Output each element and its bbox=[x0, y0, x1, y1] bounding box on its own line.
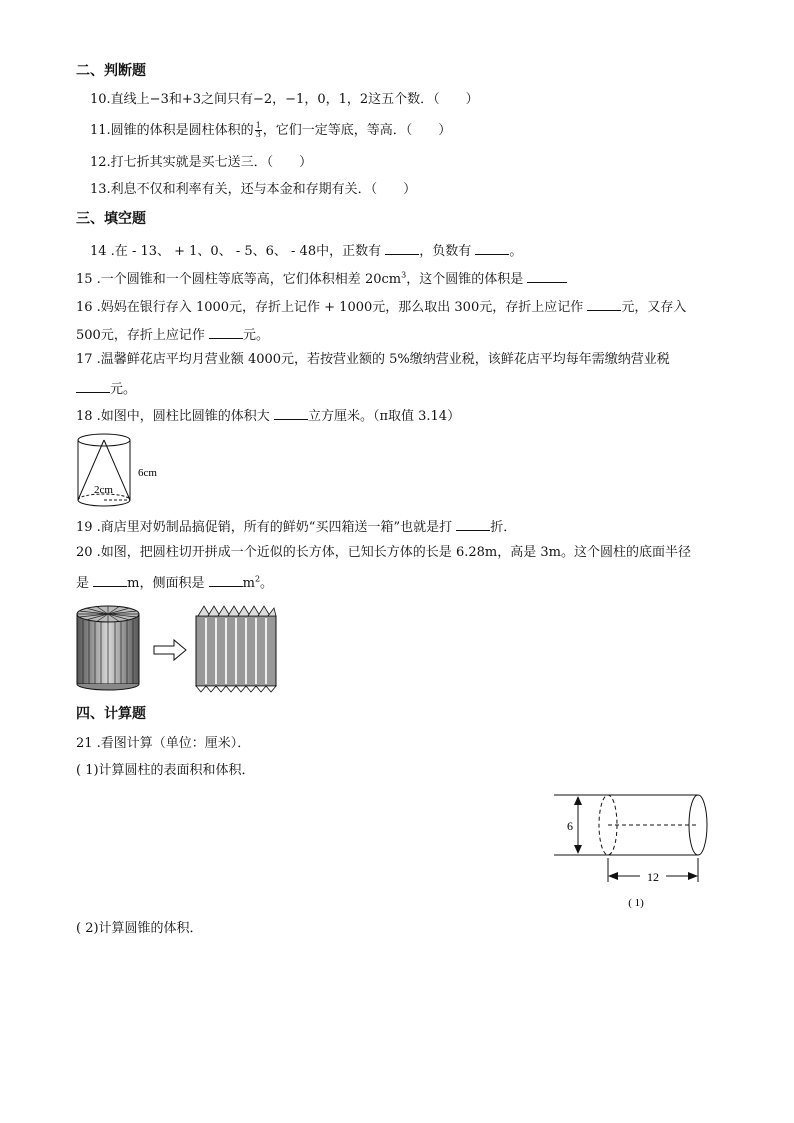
question-11-text-a: 11.圆锥的体积是圆柱体积的 bbox=[90, 123, 254, 138]
superscript: 3 bbox=[401, 270, 407, 280]
question-19 bbox=[76, 516, 516, 537]
radius-label: 2cm bbox=[94, 484, 113, 496]
question-15-text-b: ，这个圆锥的体积是 bbox=[406, 272, 528, 287]
question-15-text-a: 15 .一个圆锥和一个圆柱等底等高，它们体积相差 20cm bbox=[76, 272, 402, 287]
question-21-part-1: ( 1)计算圆柱的表面积和体积． bbox=[76, 763, 255, 778]
answer-blank[interactable] bbox=[527, 268, 567, 283]
answer-blank[interactable] bbox=[587, 296, 621, 311]
figure-caption: ( 1) bbox=[628, 897, 644, 909]
question-20-text-b: 是 bbox=[76, 576, 94, 591]
answer-blank[interactable] bbox=[93, 572, 127, 587]
question-14 bbox=[90, 240, 522, 261]
question-12: 12.打七折其实就是买七送三．（ ） bbox=[90, 155, 313, 170]
question-17-line-1: 17 .温馨鲜花店平均月营业额 4000元，若按营业额的 5%缴纳营业税，该鲜花店平均每年需缴纳营业税 bbox=[76, 352, 670, 367]
question-17-text-b: 元。 bbox=[110, 382, 137, 397]
superscript: 2 bbox=[254, 574, 261, 584]
question-20-text-d: m bbox=[242, 576, 255, 591]
question-18-text-a: 18 .如图中，圆柱比圆锥的体积大 bbox=[76, 409, 274, 424]
question-16-text-c: 500元，存折上应记作 bbox=[76, 328, 209, 343]
question-14-text-a: 14 .在 - 13、 + 1、0、 - 5、6、 - 48中，正数有 bbox=[90, 244, 386, 259]
question-16-text-d: 元。 bbox=[242, 328, 269, 343]
answer-blank[interactable] bbox=[76, 378, 110, 393]
question-21-part-2: ( 2)计算圆锥的体积． bbox=[76, 921, 203, 936]
question-18 bbox=[76, 405, 460, 426]
cylinder-to-cuboid-figure bbox=[74, 600, 294, 694]
question-20-line-1: 20 .如图，把圆柱切开拼成一个近似的长方体，已知长方体的长是 6.28m，高是 3m。这个圆柱的底面半径 bbox=[76, 545, 691, 560]
question-18-text-b: 立方厘米。（π取值 3.14） bbox=[307, 409, 461, 424]
answer-blank[interactable] bbox=[456, 516, 490, 531]
fraction-denominator: 3 bbox=[255, 130, 261, 139]
question-11-text-b: ，它们一定等底，等高．（ ） bbox=[262, 123, 452, 138]
cylinder-cone-figure bbox=[74, 430, 174, 512]
question-16-text-b: 元，又存入 bbox=[621, 300, 687, 315]
question-19-text-a: 19 .商店里对奶制品搞促销，所有的鲜奶“买四箱送一箱”也就是打 bbox=[76, 520, 457, 535]
section-heading-judgement: 二、判断题 bbox=[76, 63, 146, 79]
horizontal-cylinder-figure bbox=[552, 790, 722, 914]
answer-blank[interactable] bbox=[209, 324, 243, 339]
question-16-line-1 bbox=[76, 296, 686, 317]
answer-blank[interactable] bbox=[475, 240, 509, 255]
question-16-line-2 bbox=[76, 324, 269, 345]
answer-blank[interactable] bbox=[385, 240, 419, 255]
question-20-text-c: m，侧面积是 bbox=[127, 576, 209, 591]
section-heading-fill-in: 三、填空题 bbox=[76, 211, 146, 227]
height-label: 6cm bbox=[138, 467, 157, 479]
question-13: 13.利息不仅和利率有关，还与本金和存期有关．（ ） bbox=[90, 182, 417, 197]
question-15 bbox=[76, 268, 567, 289]
question-20-line-2 bbox=[76, 572, 273, 593]
question-11 bbox=[90, 122, 451, 140]
length-label: 12 bbox=[647, 870, 659, 884]
question-10: 10.直线上−3和+3之间只有−2，−1，0，1，2这五个数．（ ） bbox=[90, 92, 479, 107]
fraction-numerator: 1 bbox=[255, 121, 261, 130]
question-17-line-2 bbox=[76, 378, 136, 399]
height-label: 6 bbox=[567, 819, 573, 833]
question-21: 21 .看图计算（单位：厘米）． bbox=[76, 736, 251, 751]
question-20-text-e: 。 bbox=[260, 576, 274, 591]
answer-blank[interactable] bbox=[274, 405, 308, 420]
section-heading-calculation: 四、计算题 bbox=[76, 706, 146, 722]
question-19-text-b: 折． bbox=[490, 520, 517, 535]
question-14-text-c: 。 bbox=[509, 244, 523, 259]
fraction-one-third bbox=[255, 122, 262, 139]
answer-blank[interactable] bbox=[209, 572, 243, 587]
question-14-text-b: ，负数有 bbox=[419, 244, 476, 259]
question-16-text-a: 16 .妈妈在银行存入 1000元，存折上记作 + 1000元，那么取出 300元，存折上应记作 bbox=[76, 300, 588, 315]
